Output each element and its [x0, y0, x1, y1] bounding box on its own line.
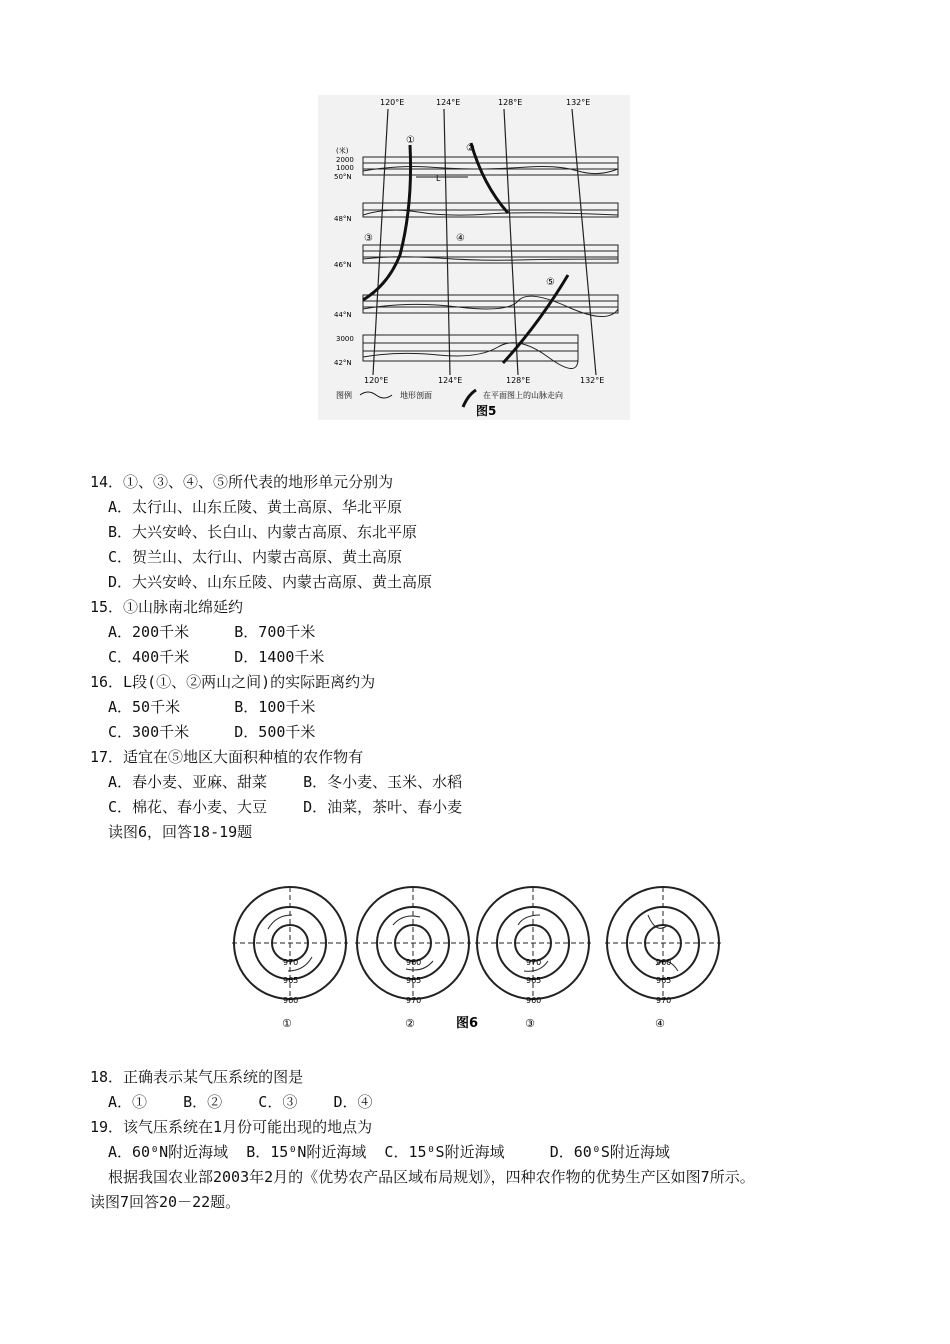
lon-label-top: 132°E [566, 98, 591, 107]
marker: ④ [456, 233, 465, 244]
figure-caption: 图6 [456, 1016, 479, 1031]
pressure-panel-1 [232, 887, 348, 1030]
question-option: A．① B．② C．③ D．④ [108, 1093, 373, 1111]
isobar-label: 970 [656, 996, 672, 1005]
question-stem: 17．适宜在⑤地区大面积种植的农作物有 [90, 748, 364, 766]
lon-label-top: 120°E [380, 98, 405, 107]
isobar-label: 970 [406, 996, 422, 1005]
question-stem: 18．正确表示某气压系统的图是 [90, 1068, 304, 1086]
panel-label: ② [405, 1017, 415, 1030]
panel-label: ④ [655, 1017, 665, 1030]
paragraph-line: 读图7回答20－22题。 [90, 1193, 241, 1211]
question-option: B．大兴安岭、长白山、内蒙古高原、东北平原 [108, 523, 418, 541]
figure-6 [228, 885, 728, 1035]
question-option: A．60⁰N附近海域 B．15⁰N附近海域 C．15⁰S附近海域 D．60⁰S附近海域 [108, 1143, 670, 1161]
lat-label: 50°N [334, 173, 352, 181]
question-option: C．贺兰山、太行山、内蒙古高原、黄土高原 [108, 548, 403, 566]
isobar-label: 960 [526, 996, 542, 1005]
panel-label: ③ [525, 1017, 535, 1030]
lon-label-bottom: 124°E [438, 376, 463, 385]
marker: ② [466, 143, 475, 154]
question-option: A．春小麦、亚麻、甜菜 B．冬小麦、玉米、水稻 [108, 773, 463, 791]
lat-label: 46°N [334, 261, 352, 269]
elev-tick: 2000 [336, 156, 354, 164]
pressure-panel-2 [355, 887, 471, 1030]
isobar-label: 965 [283, 976, 299, 985]
isobar-label: 965 [406, 976, 422, 985]
lon-label-top: 128°E [498, 98, 523, 107]
segment-label: L [436, 174, 441, 183]
lat-label: 48°N [334, 215, 352, 223]
pressure-panel-3 [475, 887, 591, 1030]
question-option: D．大兴安岭、山东丘陵、内蒙古高原、黄土高原 [108, 573, 433, 591]
question-stem: 14．①、③、④、⑤所代表的地形单元分别为 [90, 473, 394, 491]
isobar-label: 960 [283, 996, 299, 1005]
question-option: C．400千米 D．1400千米 [108, 648, 325, 666]
isobar-label: 960 [406, 958, 422, 967]
isobar-label: 965 [526, 976, 542, 985]
intro-figure-6: 读图6，回答18-19题 [108, 823, 253, 841]
lon-label-top: 124°E [436, 98, 461, 107]
lon-label-bottom: 128°E [506, 376, 531, 385]
question-option: C．300千米 D．500千米 [108, 723, 316, 741]
marker: ① [406, 135, 415, 146]
isobar-label: 960 [656, 958, 672, 967]
marker: ③ [364, 233, 373, 244]
figure-5 [318, 95, 630, 420]
question-option: A．50千米 B．100千米 [108, 698, 316, 716]
paragraph-line: 根据我国农业部2003年2月的《优势农产品区域布局规划》，四种农作物的优势生产区如图7所示。 [108, 1168, 755, 1186]
lon-label-bottom: 132°E [580, 376, 605, 385]
question-stem: 19．该气压系统在1月份可能出现的地点为 [90, 1118, 373, 1136]
question-stem: 16．L段(①、②两山之间)的实际距离约为 [90, 673, 376, 691]
legend-title: 图例 [336, 391, 352, 400]
isobar-label: 965 [656, 976, 672, 985]
pressure-panel-4 [605, 887, 721, 1030]
panel-label: ① [282, 1017, 292, 1030]
elev-unit: (米) [336, 147, 349, 155]
lat-label: 44°N [334, 311, 352, 319]
question-option: C．棉花、春小麦、大豆 D．油菜，茶叶、春小麦 [108, 798, 463, 816]
question-stem: 15．①山脉南北绵延约 [90, 598, 244, 616]
legend-trend: 在平面图上的山脉走向 [483, 391, 563, 400]
isobar-label: 970 [526, 958, 542, 967]
lat-label: 42°N [334, 359, 352, 367]
elev-tick: 1000 [336, 164, 354, 172]
figure-caption: 图5 [476, 404, 497, 418]
elev-tick: 3000 [336, 335, 354, 343]
marker: ⑤ [546, 277, 555, 288]
isobar-label: 970 [283, 958, 299, 967]
lon-label-bottom: 120°E [364, 376, 389, 385]
legend-profile: 地形剖面 [400, 391, 432, 400]
question-option: A．200千米 B．700千米 [108, 623, 316, 641]
question-option: A．太行山、山东丘陵、黄土高原、华北平原 [108, 498, 403, 516]
